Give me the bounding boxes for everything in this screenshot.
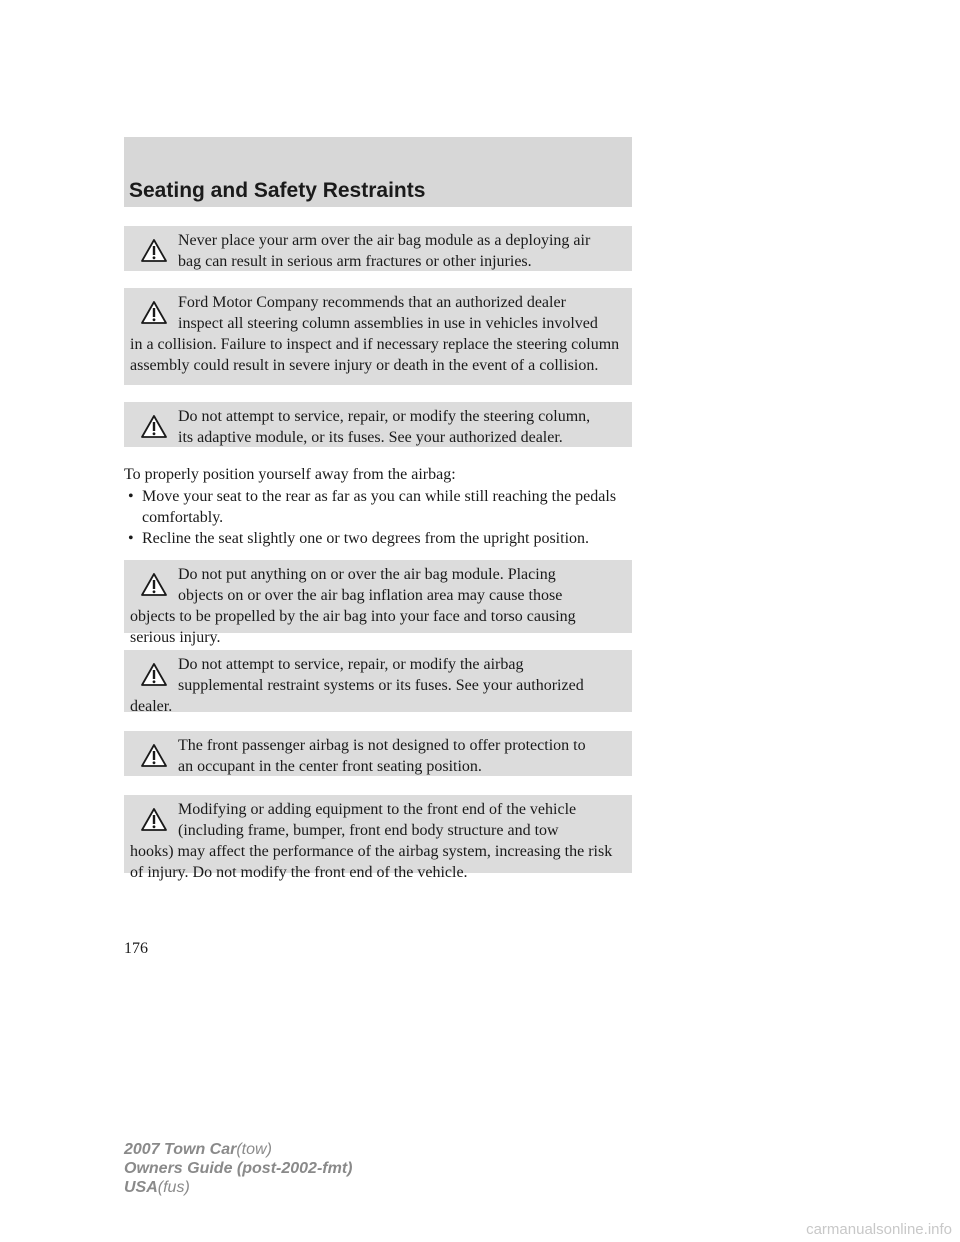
list-item-text: Move your seat to the rear as far as you can while still reaching the pedals comfortably. <box>142 488 617 526</box>
warning-icon <box>140 662 168 688</box>
warning-box <box>124 226 632 271</box>
intro-text: To properly position yourself away from the airbag: <box>124 466 456 483</box>
warning-text: its adaptive module, or its fuses. See your authorized dealer. <box>178 429 563 446</box>
warning-text: (including frame, bumper, front end body structure and tow <box>178 822 559 839</box>
footer-model: 2007 Town Car <box>124 1141 237 1158</box>
warning-text: an occupant in the center front seating position. <box>178 758 482 775</box>
warning-text: dealer. <box>130 698 173 715</box>
footer-market: USA <box>124 1179 158 1196</box>
document-footer <box>124 1140 352 1197</box>
warning-icon <box>140 572 168 598</box>
warning-text: Ford Motor Company recommends that an authorized dealer <box>178 294 566 311</box>
section-header <box>124 137 632 207</box>
footer-market-code: (fus) <box>157 1179 190 1196</box>
warning-icon <box>140 807 168 833</box>
warning-icon <box>140 300 168 326</box>
warning-text: hooks) may affect the performance of the airbag system, increasing the risk of injury. Do not modify the front end of the vehicle. <box>130 843 613 881</box>
warning-text: Do not put anything on or over the air bag module. Placing <box>178 566 556 583</box>
warning-icon <box>140 238 168 264</box>
list-item <box>124 486 644 528</box>
warning-text: supplemental restraint systems or its fuses. See your authorized <box>178 677 584 694</box>
warning-icon <box>140 743 168 769</box>
warning-text: The front passenger airbag is not designed to offer protection to <box>178 737 586 754</box>
warning-text: bag can result in serious arm fractures or other injuries. <box>178 253 532 270</box>
footer-guide: Owners Guide (post-2002-fmt) <box>124 1160 353 1177</box>
watermark: carmanualsonline.info <box>806 1221 952 1238</box>
warning-text: objects on or over the air bag inflation area may cause those <box>178 587 563 604</box>
warning-text: Never place your arm over the air bag module as a deploying air <box>178 232 591 249</box>
list-item-text: Recline the seat slightly one or two degrees from the upright position. <box>142 530 590 547</box>
warning-box <box>124 560 632 646</box>
warning-text: Modifying or adding equipment to the front end of the vehicle <box>178 801 577 818</box>
warning-box <box>124 650 632 715</box>
footer-model-code: (tow) <box>236 1141 272 1158</box>
warning-text: inspect all steering column assemblies in use in vehicles involved <box>178 315 598 332</box>
warning-text: Do not attempt to service, repair, or modify the steering column, <box>178 408 591 425</box>
list-item <box>124 528 644 549</box>
warning-text: Do not attempt to service, repair, or modify the airbag <box>178 656 524 673</box>
warning-text: objects to be propelled by the air bag into your face and torso causing serious injury. <box>130 608 576 646</box>
warning-box <box>124 288 632 385</box>
bullet-dot: • <box>128 530 134 547</box>
warning-box <box>124 731 632 776</box>
bullet-dot: • <box>128 488 134 505</box>
warning-box <box>124 795 632 881</box>
section-title: Seating and Safety Restraints <box>129 179 426 202</box>
warning-text: in a collision. Failure to inspect and if necessary replace the steering column assembly could result in severe injury or death in the event of a collision. <box>130 336 620 374</box>
warning-box <box>124 402 632 447</box>
warning-icon <box>140 414 168 440</box>
page-number: 176 <box>124 940 148 957</box>
